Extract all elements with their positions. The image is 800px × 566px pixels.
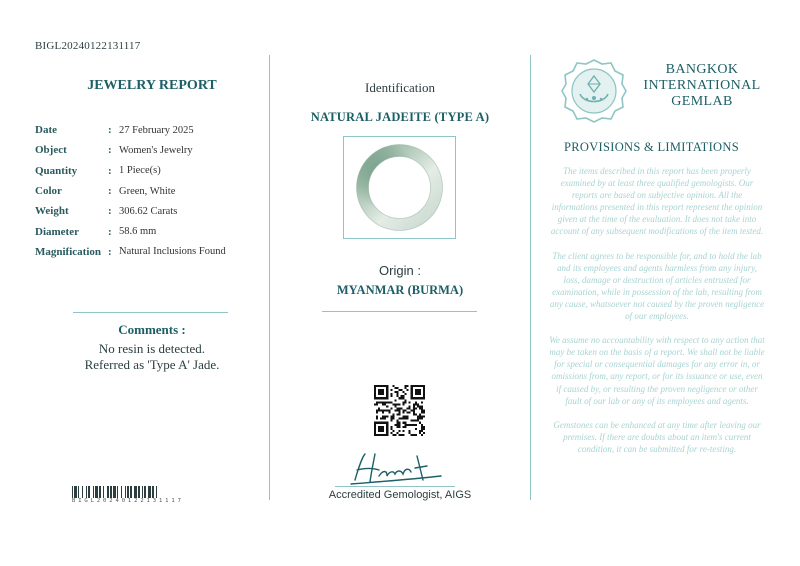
- provisions-paragraph: The client agrees to be responsible for, and to hold the lab and its employees and agents harmless from any injury, loss, damage or destruction of articles entrusted for examination, while in possession of the lab, resulting from any cause, whatsoever not caused by the proven negligence of our employees.: [549, 250, 765, 322]
- detail-separator: :: [108, 185, 112, 198]
- detail-separator: :: [108, 245, 112, 258]
- detail-row-magnification: [35, 242, 275, 262]
- comments-title: Comments :: [118, 322, 186, 337]
- detail-separator: :: [108, 164, 112, 177]
- provisions-body: [548, 165, 766, 467]
- lab-name: [632, 62, 772, 110]
- detail-value: 27 February 2025: [119, 124, 194, 136]
- detail-label: Color: [35, 185, 62, 198]
- qr-code: [374, 385, 425, 436]
- detail-value: 1 Piece(s): [119, 165, 161, 177]
- detail-row-weight: [35, 201, 275, 221]
- gem-photo-frame: [343, 136, 456, 239]
- detail-row-date: [35, 120, 275, 140]
- identification-label: Identification: [364, 80, 436, 95]
- column-divider-right: [530, 55, 531, 500]
- detail-value: 306.62 Carats: [119, 205, 178, 217]
- detail-value: Green, White: [119, 185, 176, 197]
- lab-name-line: INTERNATIONAL: [643, 78, 761, 93]
- barcode-bar: [157, 486, 158, 498]
- detail-label: Weight: [35, 205, 69, 218]
- detail-value: Natural Inclusions Found: [119, 246, 226, 258]
- detail-row-quantity: [35, 161, 275, 181]
- report-title: JEWELRY REPORT: [87, 78, 217, 93]
- signature-line: [335, 486, 455, 487]
- detail-label: Date: [35, 124, 57, 137]
- gemologist-signature: [345, 446, 445, 490]
- gemologist-title: Accredited Gemologist, AIGS: [328, 489, 472, 501]
- comment-line: Referred as 'Type A' Jade.: [84, 357, 220, 372]
- detail-separator: :: [108, 225, 112, 238]
- barcode-number: BIGL20240122131117: [72, 498, 184, 504]
- detail-row-diameter: [35, 221, 275, 241]
- provisions-title: PROVISIONS & LIMITATIONS: [564, 140, 739, 154]
- detail-separator: :: [108, 144, 112, 157]
- comments-text: [35, 341, 269, 373]
- lab-name-line: BANGKOK: [665, 62, 739, 77]
- detail-label: Object: [35, 144, 67, 157]
- report-number: BIGL20240122131117: [35, 40, 141, 52]
- jade-bangle-image: [344, 137, 455, 238]
- detail-label: Magnification: [35, 245, 101, 258]
- detail-value: Women's Jewelry: [119, 144, 193, 156]
- detail-separator: :: [108, 205, 112, 218]
- comments-divider: [73, 312, 228, 313]
- lab-seal-logo: [560, 58, 628, 124]
- provisions-paragraph: Gemstones can be enhanced at any time after leaving our premises. If there are doubts about an item's current condition, it can be submitted for re-testing.: [553, 419, 761, 454]
- details-table: [35, 120, 275, 262]
- detail-value: 58.6 mm: [119, 226, 157, 238]
- detail-label: Diameter: [35, 225, 79, 238]
- comment-line: No resin is detected.: [98, 341, 206, 356]
- detail-row-object: [35, 140, 275, 160]
- lab-name-line: GEMLAB: [671, 94, 733, 109]
- origin-divider: [322, 311, 477, 312]
- origin-label: Origin :: [379, 263, 421, 278]
- detail-separator: :: [108, 124, 112, 137]
- detail-label: Quantity: [35, 164, 78, 177]
- provisions-paragraph: We assume no accountability with respect to any action that may be taken on the basis of a report. We shall not be liable for special or consequential damages for any error in, or omissions from, any report, or for its issuance or use, even if caused by, or resulting the proven negligence or other fault of our lab or any of its employees and agents.: [549, 335, 765, 406]
- barcode: [72, 486, 230, 498]
- origin-value: MYANMAR (BURMA): [336, 283, 464, 297]
- detail-row-color: [35, 181, 275, 201]
- provisions-paragraph: The items described in this report has been properly examined by at least three qualified gemologists. Our reports are based on subjective opinion. All the informations presented in this report represent the opinion given at the time of the evaluation. It does not take into account of any subsequent modifications of the item tested.: [550, 166, 764, 237]
- identification-value: NATURAL JADEITE (TYPE A): [310, 110, 490, 124]
